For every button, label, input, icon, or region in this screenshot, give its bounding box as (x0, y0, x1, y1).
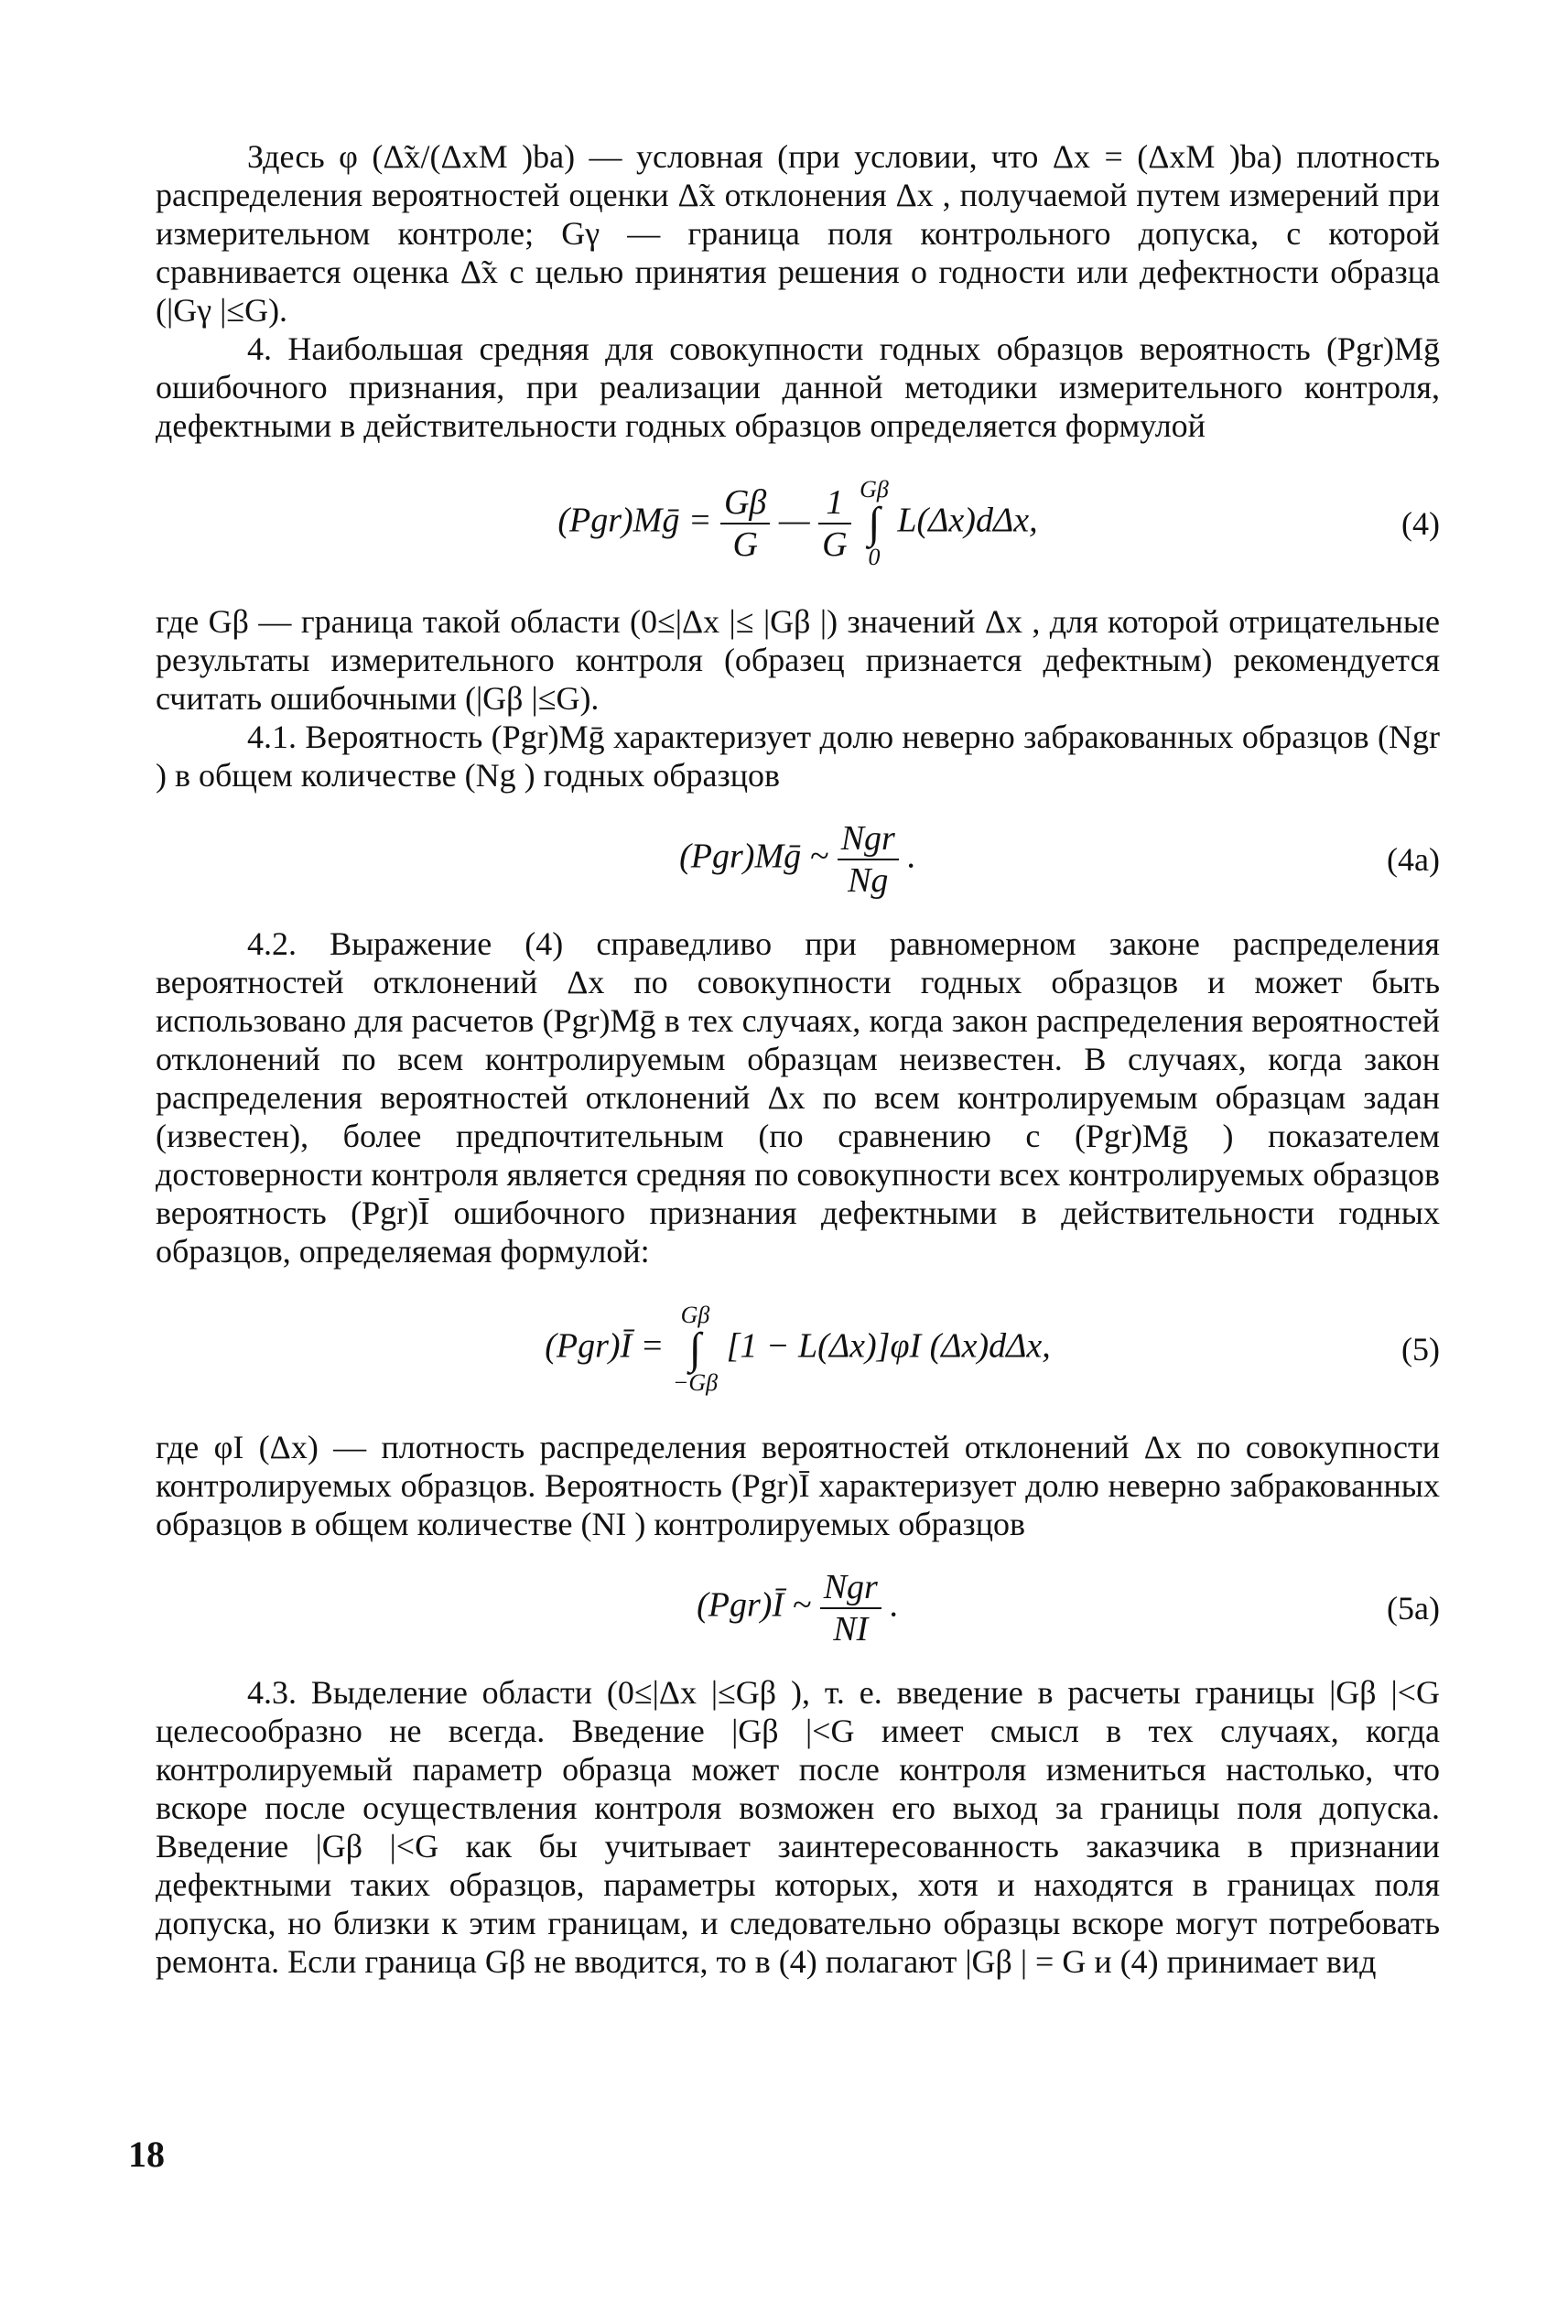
formula-4-frac1-numerator: Gβ (720, 482, 770, 524)
integral-sign-icon: ∫ (868, 499, 881, 547)
formula-5a (156, 1558, 1440, 1659)
formula-5a-fraction (820, 1567, 881, 1649)
formula-4-frac2-denominator: G (822, 525, 848, 564)
formula-5a-lhs: (Pgr)Ī ~ (697, 1585, 812, 1625)
formula-4a-lhs: (Pgr)Mḡ ~ (679, 837, 829, 876)
formula-4-fraction-2 (818, 482, 850, 565)
formula-5a-expression (156, 1567, 1440, 1649)
formula-4-expression (156, 476, 1440, 571)
paragraph-4-3: 4.3. Выделение области (0≤|Δx |≤Gβ ), т. е. введение в расчеты границы |Gβ |<G целесообразно не всегда. Введение |Gβ |<G имеет смысл в тех случаях, когда контролируемый параметр образца может после контроля измениться настолько, что вскоре после осуществления контроля возможен его выход за границы поля допуска. Введение |Gβ |<G как бы учитывает заинтересованность заказчика в признании дефектными таких образцов, параметры которых, хотя и находятся в границах поля допуска, но близки к этим границам, и следовательно образцы вскоре могут потребовать ремонта. Если граница Gβ не вводится, то в (4) полагают |Gβ | = G и (4) принимает вид (156, 1674, 1440, 1980)
formula-5a-denominator: NI (833, 1610, 869, 1648)
formula-5-expression (156, 1302, 1440, 1397)
integral-sign-icon: ∫ (688, 1324, 702, 1373)
formula-4-integrand: L(Δx)dΔx, (897, 501, 1038, 540)
formula-4-lhs: (Pgr)Mḡ = (557, 501, 712, 540)
formula-5a-dot: . (890, 1585, 899, 1625)
formula-5 (156, 1285, 1440, 1413)
formula-5-upper-limit: Gβ (680, 1302, 710, 1328)
formula-4-minus: — (778, 501, 810, 540)
paragraph-density-definition: Здесь φ (Δ̃x/(ΔxM )ba) — условная (при условии, что Δx = (ΔxM )ba) плотность распределения вероятностей оценки Δ̃x отклонения Δx , получаемой путем измерений при измерительном контроле; Gγ — граница поля контрольного допуска, с которой сравнивается оценка Δ̃x с целью принятия решения о годности или дефектности образца (|Gγ |≤G). (156, 138, 1440, 329)
formula-4a-expression (156, 818, 1440, 901)
formula-4a-dot: . (907, 837, 916, 876)
formula-4-integral (860, 476, 889, 571)
paragraph-g-beta-definition: где Gβ — граница такой области (0≤|Δx |≤ |Gβ |) значений Δx , для которой отрицательные результаты измерительного контроля (образец признается дефектным) рекомендуется считать ошибочными (|Gβ |≤G). (156, 603, 1440, 717)
formula-4-upper-limit: Gβ (860, 476, 889, 503)
formula-4-frac1-denominator: G (732, 525, 758, 564)
formula-5-lower-limit: −Gβ (672, 1369, 719, 1396)
formula-4a (156, 809, 1440, 910)
formula-4-frac2-numerator: 1 (818, 482, 850, 524)
formula-5-number: (5) (1401, 1331, 1440, 1367)
formula-4a-numerator: Ngr (838, 818, 899, 860)
formula-5-integral (673, 1302, 718, 1397)
paragraph-phi-i-definition: где φI (Δx) — плотность распределения вероятностей отклонений Δx по совокупности контролируемых образцов. Вероятность (Pgr)Ī характеризует долю неверно забракованных образцов в общем количестве (NI ) контролируемых образцов (156, 1429, 1440, 1542)
formula-4-number: (4) (1401, 505, 1440, 542)
page-number: 18 (128, 2134, 165, 2175)
formula-4a-fraction (838, 818, 899, 901)
formula-5-lhs: (Pgr)Ī = (545, 1326, 665, 1366)
paragraph-4-2: 4.2. Выражение (4) справедливо при равномерном законе распределения вероятностей отклонений Δx по совокупности годных образцов и может быть использовано для расчетов (Pgr)Mḡ в тех случаях, когда закон распределения вероятностей отклонений по всем контролируемым образцам неизвестен. В случаях, когда закон распределения вероятностей отклонений Δx по всем контролируемым образцам задан (известен), более предпочтительным (по сравнению с (Pgr)Mḡ ) показателем достоверности контроля является средняя по совокупности всех контролируемых образцов вероятность (Pgr)Ī ошибочного признания дефектными в действительности годных образцов, определяемая формулой: (156, 925, 1440, 1270)
formula-5a-numerator: Ngr (820, 1567, 881, 1609)
formula-5-integrand: [1 − L(Δx)]φI (Δx)dΔx, (726, 1326, 1051, 1366)
formula-4a-denominator: Ng (848, 861, 889, 900)
formula-5a-number: (5a) (1387, 1590, 1440, 1627)
formula-4-fraction-1 (720, 482, 770, 565)
formula-4-lower-limit: 0 (868, 544, 881, 570)
paragraph-4-max-probability: 4. Наибольшая средняя для совокупности годных образцов вероятность (Pgr)Mḡ ошибочного признания, при реализации данной методики измерительного контроля, дефектными в действительности годных образцов определяется формулой (156, 330, 1440, 444)
formula-4a-number: (4a) (1387, 841, 1440, 878)
formula-4 (156, 459, 1440, 588)
paragraph-4-1: 4.1. Вероятность (Pgr)Mḡ характеризует долю неверно забракованных образцов (Ngr ) в общем количестве (Ng ) годных образцов (156, 719, 1440, 794)
